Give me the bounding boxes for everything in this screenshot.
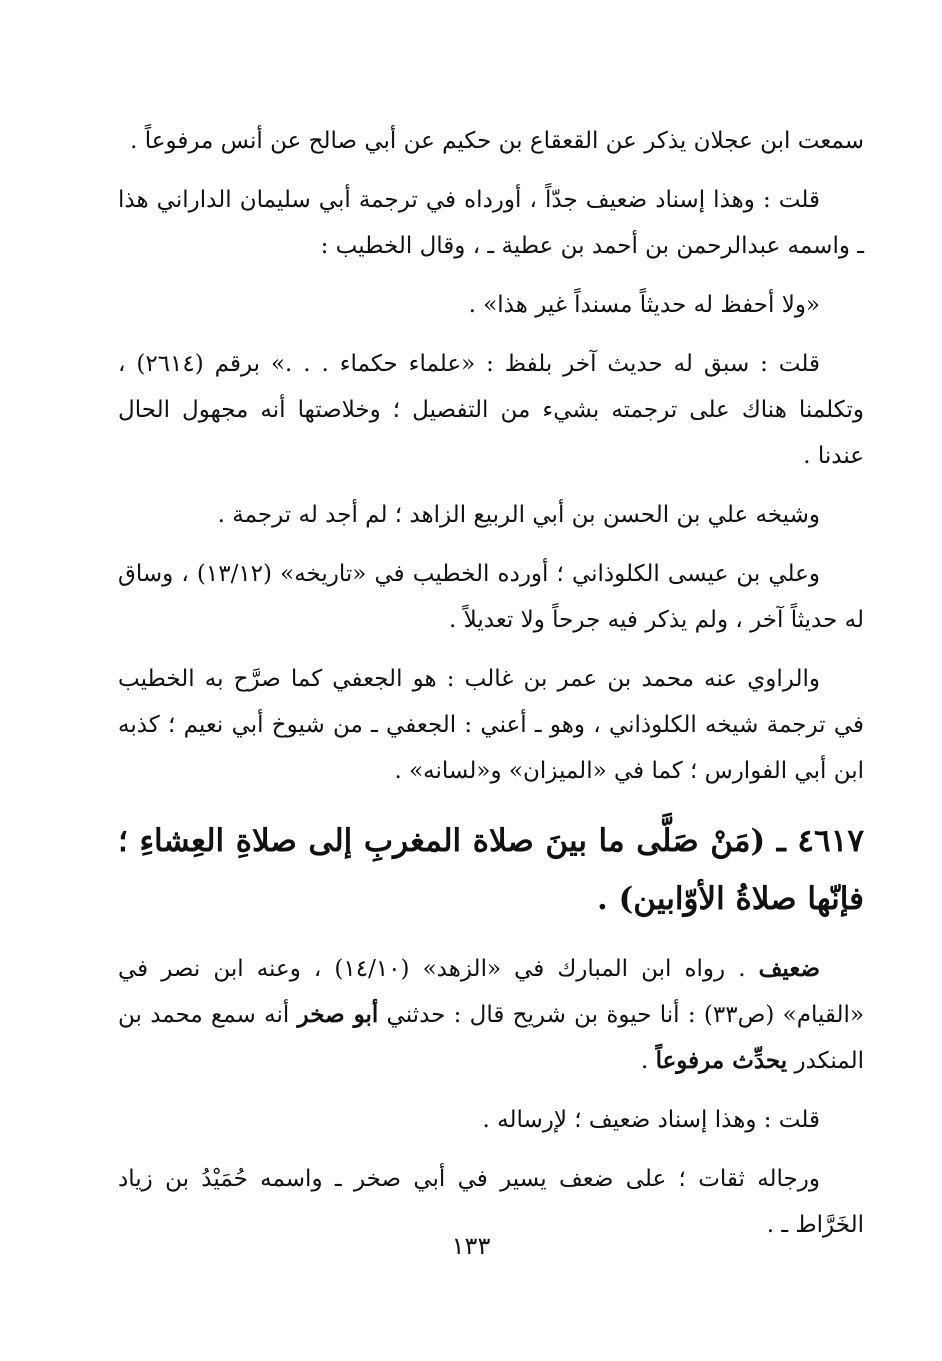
paragraph: سمعت ابن عجلان يذكر عن القعقاع بن حكيم عن أبي صالح عن أنس مرفوعاً . <box>130 128 864 154</box>
paragraph: قلت : وهذا إسناد ضعيف ؛ لإرساله . <box>482 1107 820 1133</box>
page-body <box>118 118 864 1261</box>
quote-paragraph: «ولا أحفظ له حديثاً مسنداً غير هذا» . <box>468 292 820 318</box>
paragraph: قلت : سبق له حديث آخر بلفظ : «علماء حكماء . . .» برقم (٢٦١٤) ، وتكلمنا هناك على ترجمته بشيء من التفصيل ؛ وخلاصتها أنه مجهول الحال عندنا . <box>118 351 864 469</box>
paragraph: وعلي بن عيسى الكلوذاني ؛ أورده الخطيب في «تاريخه» (١٣/١٢) ، وساق له حديثاً آخر ، ولم يذكر فيه جرحاً ولا تعديلاً . <box>118 561 864 633</box>
grading-paragraph <box>118 946 864 1084</box>
paragraph: والراوي عنه محمد بن عمر بن غالب : هو الجعفي كما صرَّح به الخطيب في ترجمة شيخه الكلوذاني ، وهو ـ أعني : الجعفي ـ من شيوخ أبي نعيم ؛ كذبه ابن أبي الفوارس ؛ كما في «الميزان» و«لسانه» . <box>118 666 864 784</box>
grading-word: ضعيف <box>758 955 820 982</box>
grading-text: أنه سمع محمد بن المنكدر <box>118 1002 864 1074</box>
paragraph: ورجاله ثقات ؛ على ضعف يسير في أبي صخر ـ واسمه حُمَيْدُ بن زياد الخَرَّاط ـ . <box>118 1166 864 1238</box>
grading-text: . رواه ابن المبارك في «الزهد» (١٤/١٠) ، وعنه ابن نصر في «القيام» (ص٣٣) : أنا حيوة بن شريح قال : حدثني <box>118 956 865 1028</box>
grading-text: . <box>640 1048 656 1074</box>
narrator-name: أبو صخر <box>297 1001 379 1028</box>
paragraph: قلت : وهذا إسناد ضعيف جدّاً ، أورداه في ترجمة أبي سليمان الداراني هذا ـ واسمه عبدالرحمن بن أحمد بن عطية ـ ، وقال الخطيب : <box>118 187 864 259</box>
page-number: ١٣٣ <box>451 1232 491 1260</box>
paragraph: وشيخه علي بن الحسن بن أبي الربيع الزاهد ؛ لم أجد له ترجمة . <box>217 502 820 528</box>
grading-emphasis: يحدِّث مرفوعاً <box>655 1047 788 1074</box>
hadith-heading: ٤٦١٧ ـ (مَنْ صَلَّى ما بينَ صلاة المغربِ إلى صلاةِ العِشاءِ ؛ فإنّها صلاةُ الأوّابين) . <box>118 823 864 917</box>
